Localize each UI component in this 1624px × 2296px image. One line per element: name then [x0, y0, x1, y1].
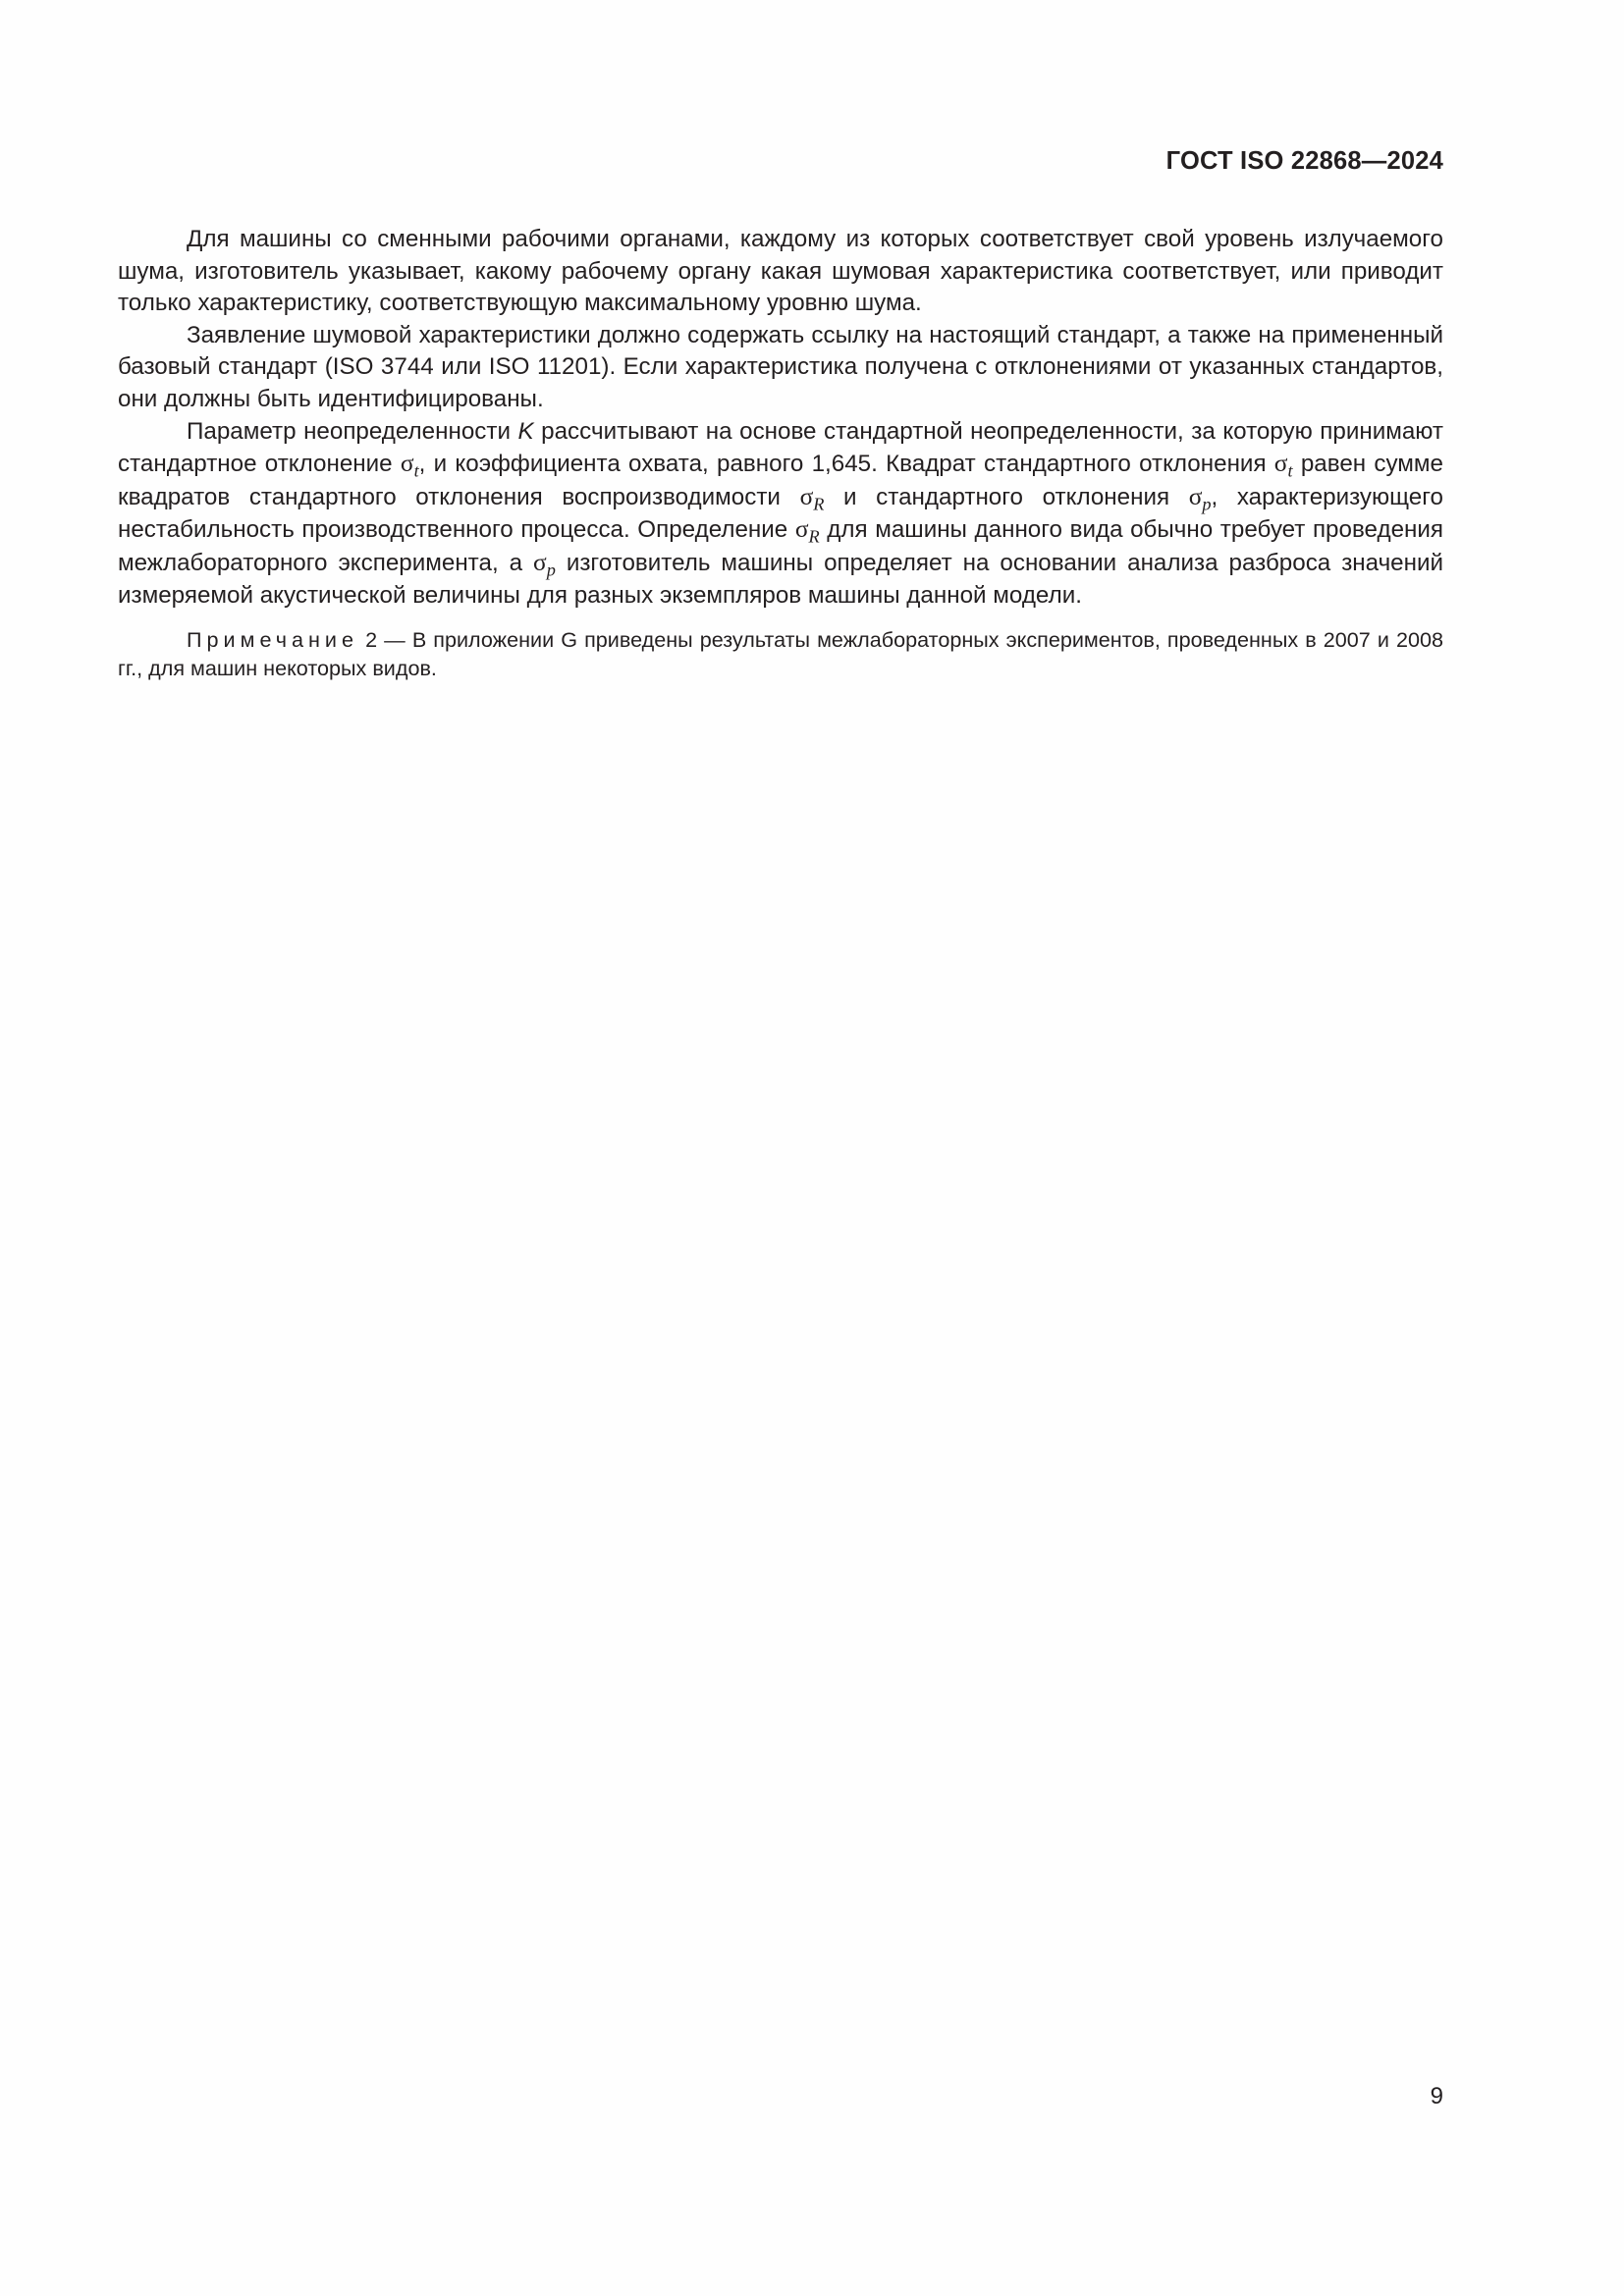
symbol-sigma-t: $\sigma_t$: [1273, 450, 1293, 481]
symbol-sigma-t: $\sigma_t$: [400, 450, 419, 481]
standard-header: ГОСТ ISO 22868—2024: [1165, 147, 1443, 175]
note-label: Примечание: [187, 627, 358, 653]
note-text: — В приложении G приведены результаты межлабораторных экспериментов, проведенных в 2007 и 2008 гг., для машин некоторых видов.: [118, 627, 1444, 681]
paragraph-uncertainty-parameter: Параметр неопределенности K рассчитывают на основе стандартной неопределенности, за которую принимают стандартное отклонение $\sigma_t$, и коэффициента охвата, равного 1,645. Квадрат стандартного отклонения $\sigma_t$ равен сумме квадратов стандартного отклонения воспроизводимости $\sigma_R$ и стандартного отклонения $\sigma_p$, характеризующего нестабильность производственного процесса. Определение $\sigma_R$ для машины данного вида обычно требует проведения межлабораторного эксперимента, а $\sigma_p$ изготовитель машины определяет на основании анализа разброса значений измеряемой акустической величины для разных экземпляров машины данной модели.: [118, 417, 1444, 609]
symbol-k: K: [517, 417, 534, 445]
symbol-sigma-r: $\sigma_R$: [799, 482, 825, 514]
note-2: [118, 625, 1443, 682]
symbol-sigma-r: $\sigma_R$: [794, 515, 820, 547]
symbol-sigma-p: $\sigma_p$: [533, 548, 556, 580]
document-body: [118, 224, 1443, 682]
page-number: 9: [1430, 2083, 1443, 2109]
symbol-sigma-p: $\sigma_p$: [1188, 482, 1212, 514]
paragraph-interchangeable-tools: Для машины со сменными рабочими органами, каждому из которых соответствует свой уровень излучаемого шума, изготовитель указывает, какому рабочему органу какая шумовая характеристика соответствует, или приводит только характеристику, соответствующую максимальному уровню шума.: [118, 226, 1443, 317]
note-number: 2: [365, 627, 378, 653]
paragraph-noise-declaration: Заявление шумовой характеристики должно содержать ссылку на настоящий стандарт, а также на примененный базовый стандарт (ISO 3744 или ISO 11201). Если характеристика получена с отклонениями от указанных стандартов, они должны быть идентифицированы.: [118, 321, 1443, 412]
